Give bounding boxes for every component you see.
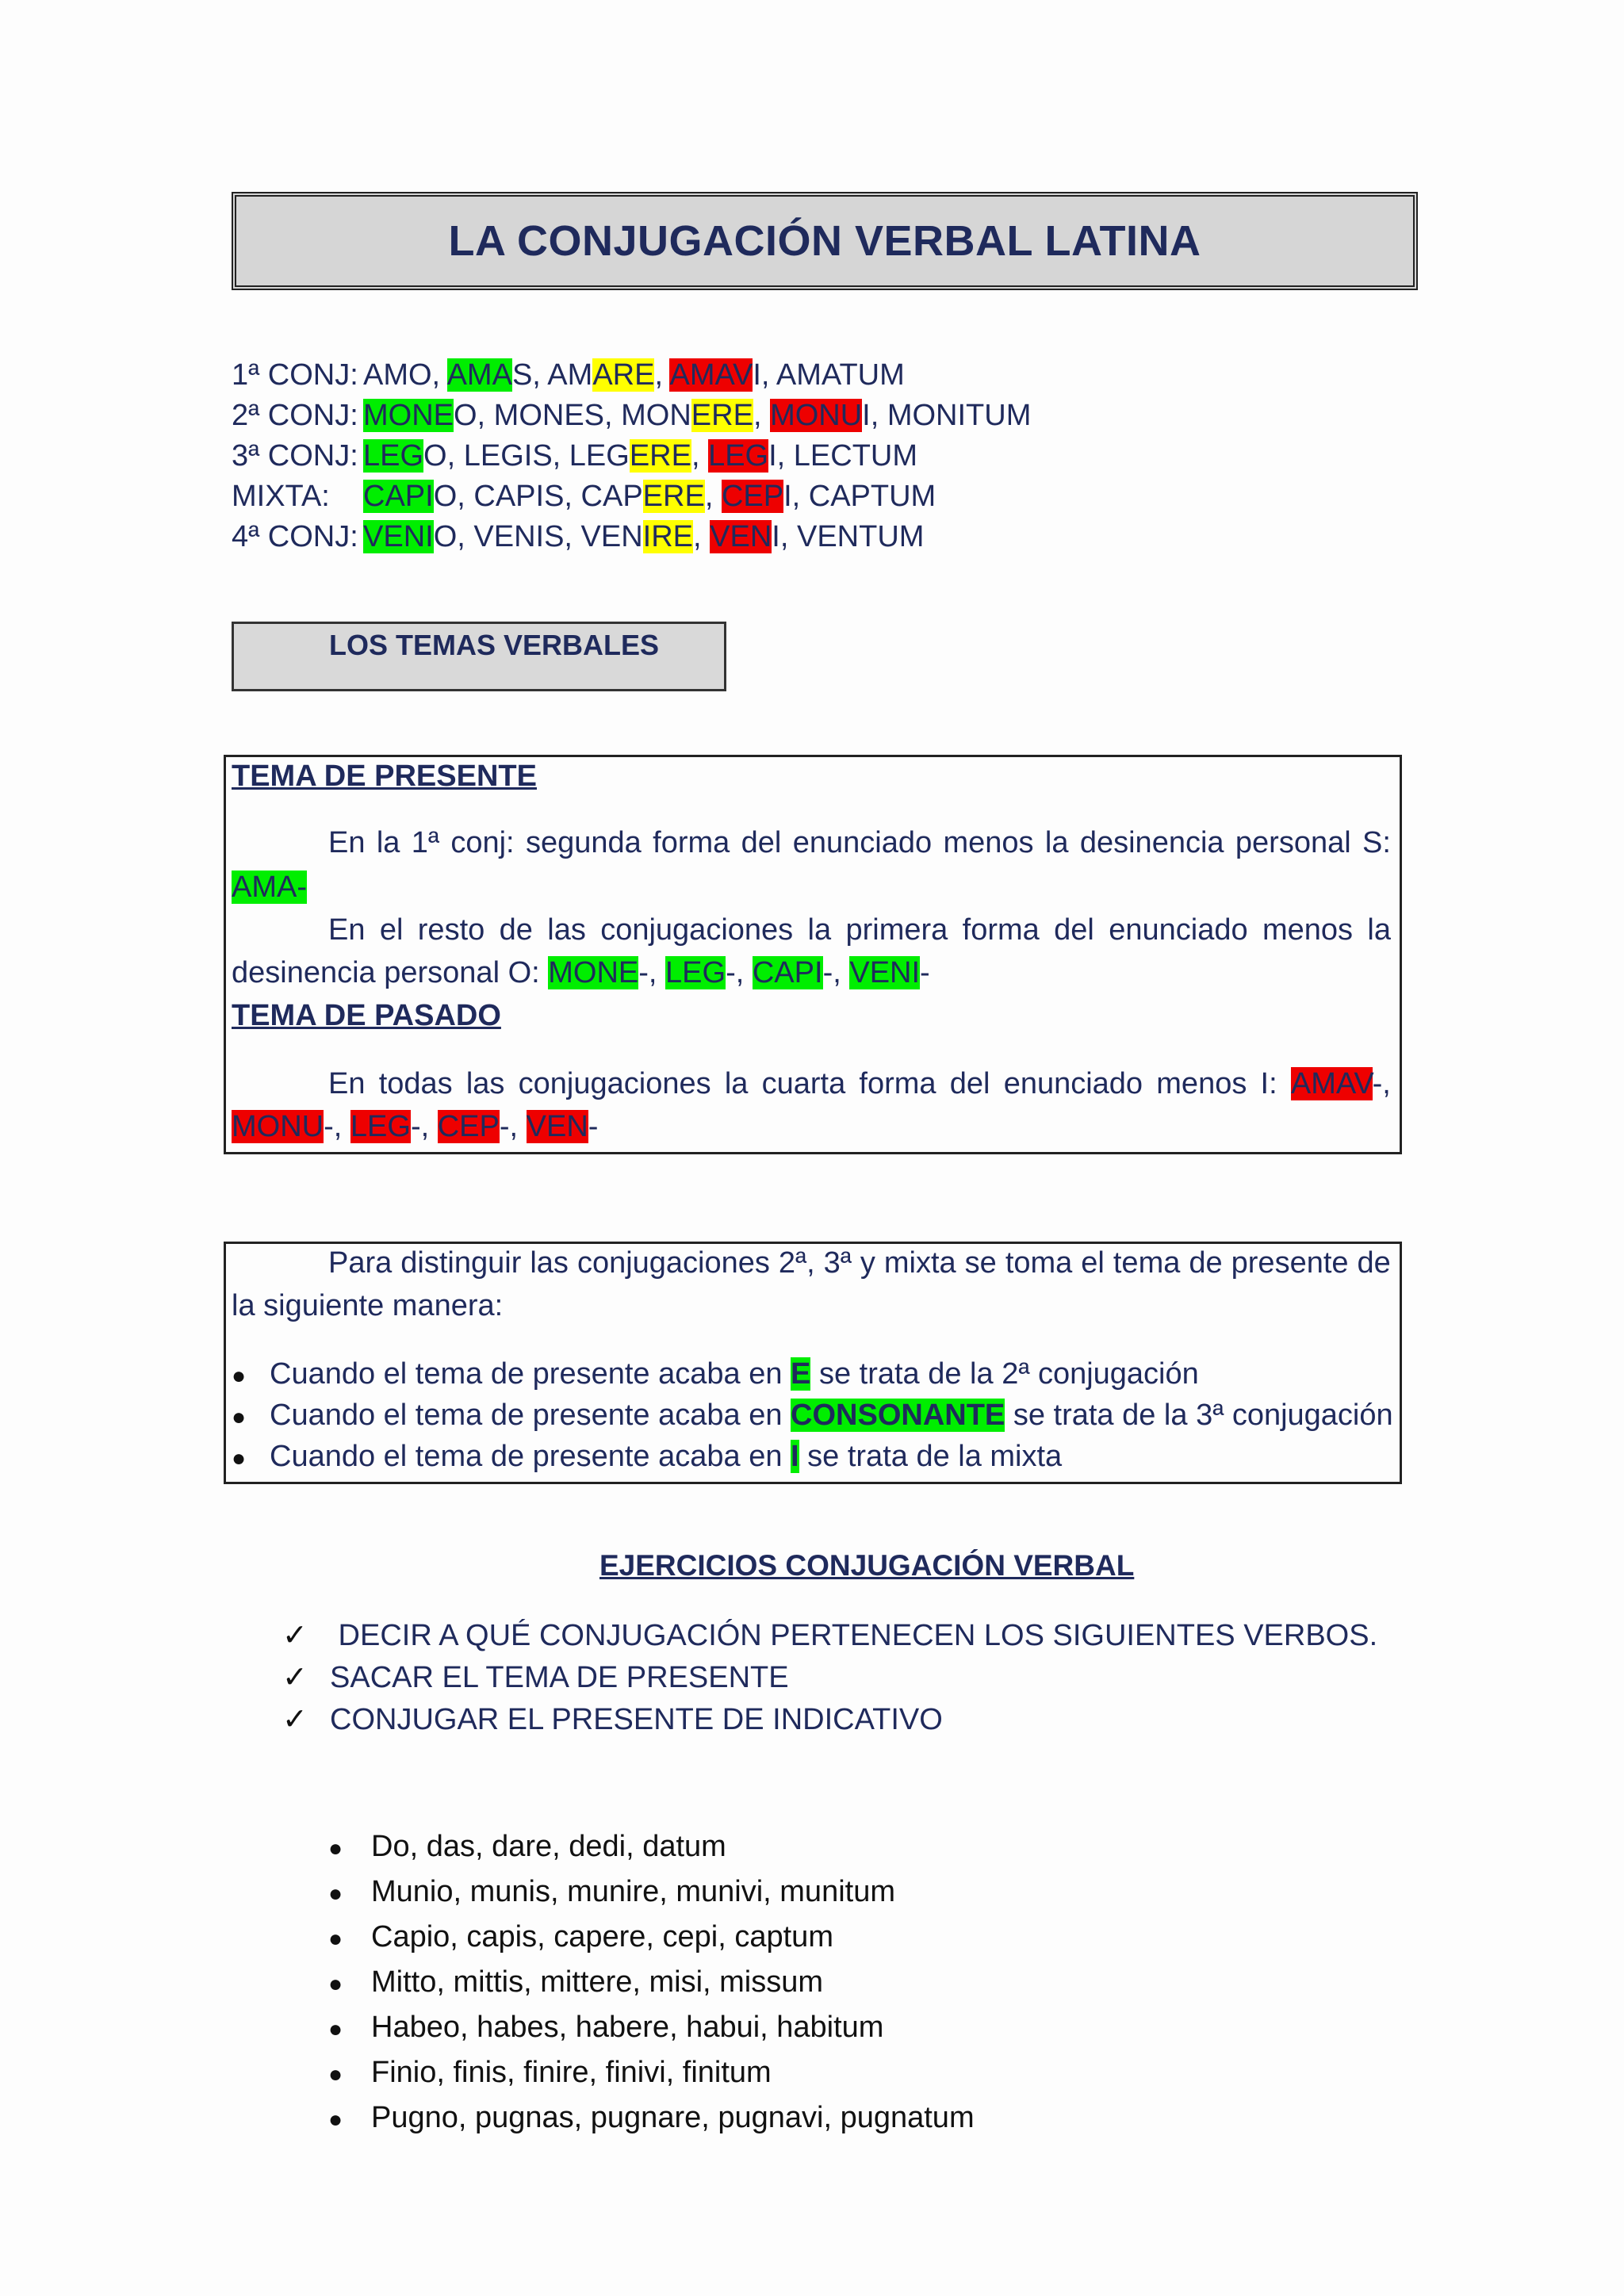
stem-highlight: VENI — [849, 956, 921, 989]
text-segment: S, AM — [511, 358, 593, 392]
section-title: LOS TEMAS VERBALES — [329, 629, 660, 661]
tema-presente-heading: TEMA DE PRESENTE — [232, 760, 537, 793]
stem-highlight: MONE — [548, 956, 639, 989]
task-text: SACAR EL TEMA DE PRESENTE — [330, 1661, 789, 1694]
highlight-segment: MONE — [363, 399, 454, 432]
enunciados-list — [232, 355, 1031, 557]
enunciado-row — [232, 396, 1031, 436]
word: la — [807, 913, 832, 947]
task-text: DECIR A QUÉ CONJUGACIÓN PERTENECEN LOS SIGUIENTES VERBOS. — [330, 1619, 1378, 1652]
word: I: — [1260, 1067, 1277, 1100]
word: la — [376, 826, 400, 859]
word: y — [860, 1246, 875, 1280]
word: forma — [859, 1067, 936, 1100]
verb-item — [328, 1920, 975, 1965]
word: forma — [653, 826, 730, 859]
verb-item — [328, 1965, 975, 2011]
highlight-segment: IRE — [642, 520, 694, 553]
bullet-item — [232, 1399, 1393, 1440]
tema-presente-p1-line1 — [328, 826, 1391, 860]
word: conjugaciones — [600, 913, 794, 947]
stem-highlight: CAPI — [752, 956, 823, 989]
enunciado-row — [232, 355, 1031, 396]
enunciado-label: MIXTA: — [232, 480, 330, 513]
enunciado-row — [232, 476, 1031, 517]
text-segment: Cuando el tema de presente acaba en — [270, 1399, 791, 1432]
text-segment: desinencia personal O: — [232, 956, 549, 989]
stem-highlight: LEG — [665, 956, 726, 989]
enunciado-label: 2ª CONJ: — [232, 399, 358, 432]
word: enunciado — [1109, 913, 1248, 947]
key-highlight: I — [791, 1440, 799, 1473]
highlight-segment: AMA — [446, 358, 512, 392]
verb-item — [328, 1830, 975, 1875]
verb-item — [328, 1875, 975, 1920]
enunciado-label: 4ª CONJ: — [232, 520, 358, 553]
text-segment: , — [753, 399, 771, 432]
highlight-segment: AMAV — [669, 358, 753, 392]
word: las — [530, 1246, 569, 1280]
word: S: — [1362, 826, 1391, 859]
stem-highlight: AMAV — [1290, 1067, 1373, 1100]
highlight-segment: ERE — [629, 439, 691, 473]
word: presente — [1231, 1246, 1349, 1280]
word: mixta — [883, 1246, 956, 1280]
bullet-dot-icon: ● — [232, 1445, 247, 1471]
enunciado-label: 3ª CONJ: — [232, 439, 358, 473]
text-segment: se trata de la mixta — [799, 1440, 1063, 1473]
word: distinguir — [400, 1246, 522, 1280]
word: forma — [962, 913, 1040, 947]
title-box — [232, 192, 1418, 290]
verb-text: Habeo, habes, habere, habui, habitum — [371, 2011, 884, 2044]
word: enunciado — [792, 826, 933, 859]
text-segment: se trata de la 2ª conjugación — [810, 1357, 1199, 1391]
word: En — [328, 913, 366, 947]
tema-presente-p2-line2: desinencia personal O: MONE-, LEG-, CAPI-, VENI- — [232, 956, 930, 989]
word: Para — [328, 1246, 393, 1280]
verbs-list — [328, 1830, 975, 2146]
tema-pasado-line2: MONU-, LEG-, CEP-, VEN- — [232, 1110, 599, 1143]
word: de — [1189, 1246, 1223, 1280]
word: primera — [845, 913, 948, 947]
word: 2ª, — [778, 1246, 815, 1280]
highlight-segment: VEN — [710, 520, 772, 553]
stem-highlight: MONU — [232, 1110, 324, 1143]
bullet-item — [232, 1440, 1393, 1481]
distinguir-bullets — [232, 1357, 1393, 1481]
word: conjugaciones — [518, 1067, 711, 1100]
word: la — [1367, 913, 1391, 947]
highlight-segment: ERE — [642, 480, 705, 513]
word: 3ª — [823, 1246, 852, 1280]
highlight-segment: MONU — [770, 399, 863, 432]
verb-text: Munio, munis, munire, munivi, munitum — [371, 1875, 895, 1908]
text-segment: O, CAPIS, CAP — [433, 480, 643, 513]
text-segment: O, MONES, MON — [454, 399, 691, 432]
key-highlight: CONSONANTE — [791, 1399, 1005, 1432]
verb-item — [328, 2101, 975, 2146]
text-segment: AMO, — [363, 358, 447, 392]
highlight-segment: VENI — [363, 520, 434, 553]
word: AMAV-, — [1290, 1067, 1391, 1100]
word: del — [949, 1067, 990, 1100]
verb-text: Finio, finis, finire, finivi, finitum — [371, 2056, 772, 2089]
stem-highlight: LEG — [350, 1110, 411, 1143]
checkmark-icon: ✓ — [282, 1661, 308, 1694]
checkmark-icon: ✓ — [282, 1703, 308, 1736]
bullet-dot-icon: ● — [232, 1363, 247, 1389]
task-item — [282, 1659, 1377, 1701]
bullet-dot-icon: ● — [328, 1926, 343, 1952]
word: En — [328, 1067, 366, 1100]
word: toma — [1005, 1246, 1073, 1280]
word: el — [379, 913, 404, 947]
bullet-dot-icon: ● — [328, 2107, 343, 2133]
word: la — [724, 1067, 749, 1100]
bullet-dot-icon: ● — [328, 2016, 343, 2042]
text-segment: Cuando el tema de presente acaba en — [270, 1357, 791, 1391]
verb-text: Capio, capis, capere, cepi, captum — [371, 1920, 833, 1954]
text-segment: , — [693, 520, 710, 553]
bullet-dot-icon: ● — [328, 1971, 343, 1997]
word: personal — [1235, 826, 1351, 859]
distinguir-line1 — [328, 1246, 1391, 1280]
tasks-list — [282, 1617, 1377, 1743]
text-segment: I, MONITUM — [862, 399, 1032, 432]
word: del — [741, 826, 782, 859]
verb-item — [328, 2056, 975, 2101]
highlight-segment: CEP — [721, 480, 784, 513]
stem-highlight: VEN — [526, 1110, 588, 1143]
highlight-segment: ERE — [691, 399, 753, 432]
word: las — [547, 913, 586, 947]
word: tema — [1113, 1246, 1181, 1280]
verb-text: Pugno, pugnas, pugnare, pugnavi, pugnatum — [371, 2101, 975, 2134]
stem-highlight: CEP — [437, 1110, 500, 1143]
bullet-dot-icon: ● — [232, 1404, 247, 1430]
highlight-segment: CAPI — [363, 480, 434, 513]
highlight-segment: LEG — [708, 439, 769, 473]
bullet-item — [232, 1357, 1393, 1399]
verb-text: Mitto, mittis, mittere, misi, missum — [371, 1965, 824, 1999]
task-item — [282, 1617, 1377, 1659]
text-segment: I, CAPTUM — [783, 480, 936, 513]
tema-pasado-line1 — [328, 1067, 1391, 1101]
word: En — [328, 826, 366, 859]
word: menos — [943, 826, 1034, 859]
checkmark-icon: ✓ — [282, 1619, 308, 1652]
enunciado-label: 1ª CONJ: — [232, 358, 358, 392]
text-segment: I, VENTUM — [772, 520, 925, 553]
word: del — [1054, 913, 1094, 947]
enunciado-row — [232, 517, 1031, 557]
task-item — [282, 1701, 1377, 1743]
word: desinencia — [1079, 826, 1224, 859]
section-title-box — [232, 622, 726, 691]
word: todas — [378, 1067, 453, 1100]
text-segment: O, VENIS, VEN — [433, 520, 643, 553]
ejercicios-heading: EJERCICIOS CONJUGACIÓN VERBAL — [599, 1549, 1135, 1582]
tema-presente-p2-line1 — [328, 913, 1391, 947]
text-segment: se trata de la 3ª conjugación — [1005, 1399, 1393, 1432]
task-text: CONJUGAR EL PRESENTE DE INDICATIVO — [330, 1703, 943, 1736]
tema-pasado-heading: TEMA DE PASADO — [232, 999, 501, 1032]
verb-item — [328, 2011, 975, 2056]
word: conj: — [450, 826, 515, 859]
highlight-segment: LEG — [363, 439, 424, 473]
word: el — [1081, 1246, 1105, 1280]
verb-text: Do, das, dare, dedi, datum — [371, 1830, 726, 1863]
word: menos — [1156, 1067, 1247, 1100]
bullet-dot-icon: ● — [328, 1881, 343, 1907]
key-highlight: E — [791, 1357, 811, 1391]
enunciado-row — [232, 436, 1031, 476]
word: resto — [417, 913, 485, 947]
page-title: LA CONJUGACIÓN VERBAL LATINA — [448, 217, 1201, 265]
word: segunda — [525, 826, 642, 859]
word: conjugaciones — [576, 1246, 770, 1280]
text-segment: , — [654, 358, 670, 392]
text-segment: I, AMATUM — [753, 358, 905, 392]
bullet-dot-icon: ● — [328, 1835, 343, 1862]
word: menos — [1262, 913, 1354, 947]
text-segment: I, LECTUM — [768, 439, 918, 473]
text-segment: , — [704, 480, 722, 513]
word: las — [465, 1067, 505, 1100]
text-segment: O, LEGIS, LEG — [423, 439, 630, 473]
stem-ama: AMA- — [232, 871, 307, 904]
word: la — [1044, 826, 1069, 859]
tema-presente-p1-line2 — [232, 871, 307, 905]
word: se — [964, 1246, 997, 1280]
word: de — [1357, 1246, 1391, 1280]
word: cuarta — [761, 1067, 846, 1100]
word: 1ª — [411, 826, 439, 859]
distinguir-line2: la siguiente manera: — [232, 1289, 504, 1322]
word: de — [499, 913, 533, 947]
highlight-segment: ARE — [592, 358, 655, 392]
text-segment: , — [691, 439, 709, 473]
bullet-dot-icon: ● — [328, 2061, 343, 2087]
text-segment: Cuando el tema de presente acaba en — [270, 1440, 791, 1473]
word: enunciado — [1003, 1067, 1143, 1100]
